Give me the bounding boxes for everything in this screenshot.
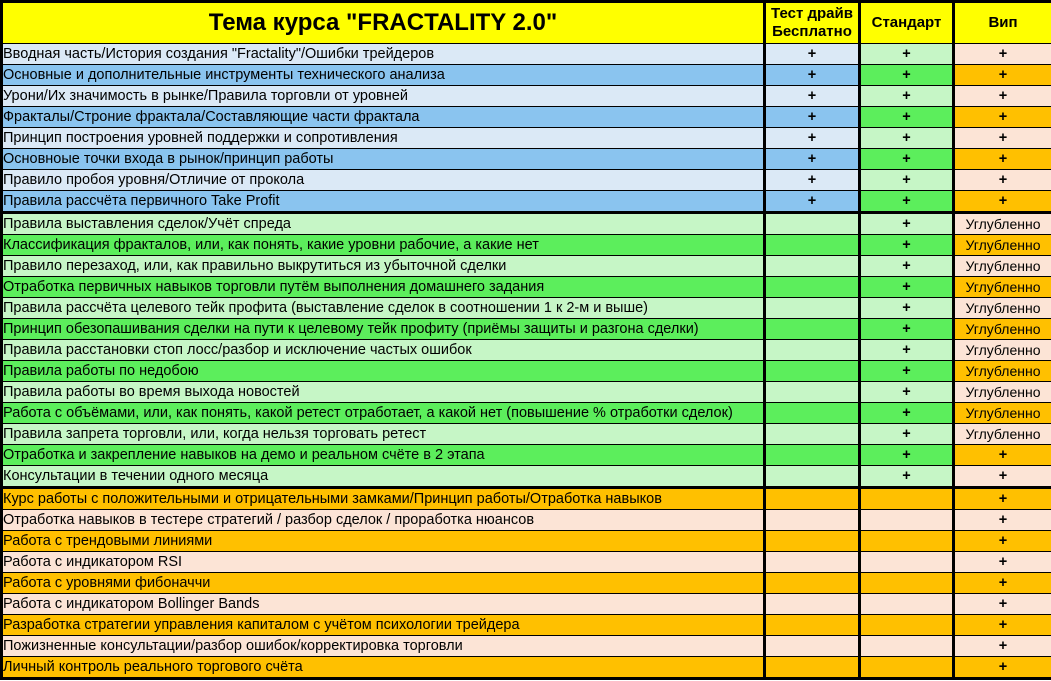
table-row	[2, 488, 1051, 510]
standard-cell: +	[860, 424, 954, 445]
topic-cell: Принцип обезопашивания сделки на пути к целевому тейк профиту (приёмы защиты и разгона сделки)	[2, 319, 765, 340]
vip-cell: +	[954, 65, 1051, 86]
topic-cell: Работа с объёмами, или, как понять, какой ретест отработает, а какой нет (повышение % отработки сделок)	[2, 403, 765, 424]
vip-cell: +	[954, 170, 1051, 191]
testdrive-cell	[765, 488, 860, 510]
standard-cell: +	[860, 466, 954, 488]
topic-cell: Консультации в течении одного месяца	[2, 466, 765, 488]
testdrive-cell: +	[765, 191, 860, 213]
table-row	[2, 403, 1051, 424]
topic-cell: Фракталы/Строние фрактала/Составляющие части фрактала	[2, 107, 765, 128]
testdrive-cell: +	[765, 149, 860, 170]
topic-cell: Основноые точки входа в рынок/принцип работы	[2, 149, 765, 170]
standard-cell: +	[860, 340, 954, 361]
table-row	[2, 340, 1051, 361]
standard-cell: +	[860, 361, 954, 382]
standard-cell: +	[860, 65, 954, 86]
vip-cell: +	[954, 149, 1051, 170]
topic-cell: Работа с уровнями фибоначчи	[2, 573, 765, 594]
table-row	[2, 65, 1051, 86]
vip-cell: Углубленно	[954, 298, 1051, 319]
topic-cell: Правила рассчёта первичного Take Profit	[2, 191, 765, 213]
standard-cell: +	[860, 277, 954, 298]
testdrive-cell	[765, 573, 860, 594]
testdrive-label-line2: Бесплатно	[772, 23, 852, 40]
table-row	[2, 107, 1051, 128]
testdrive-cell	[765, 466, 860, 488]
standard-cell: +	[860, 382, 954, 403]
vip-cell: +	[954, 191, 1051, 213]
topic-cell: Личный контроль реального торгового счёта	[2, 657, 765, 679]
table-row	[2, 256, 1051, 277]
testdrive-cell	[765, 235, 860, 256]
standard-cell	[860, 531, 954, 552]
vip-cell: Углубленно	[954, 361, 1051, 382]
topic-cell: Правила расстановки стоп лосс/разбор и исключение частых ошибок	[2, 340, 765, 361]
standard-cell: +	[860, 235, 954, 256]
testdrive-cell	[765, 319, 860, 340]
testdrive-cell	[765, 361, 860, 382]
vip-cell: Углубленно	[954, 277, 1051, 298]
table-row	[2, 235, 1051, 256]
table-row	[2, 170, 1051, 191]
topic-cell: Курс работы с положительными и отрицательными замками/Принцип работы/Отработка навыков	[2, 488, 765, 510]
vip-cell: +	[954, 107, 1051, 128]
standard-cell	[860, 510, 954, 531]
vip-cell: +	[954, 531, 1051, 552]
table-row	[2, 213, 1051, 235]
testdrive-cell	[765, 298, 860, 319]
topic-cell: Вводная часть/История создания "Fractality"/Ошибки трейдеров	[2, 44, 765, 65]
vip-cell: Углубленно	[954, 256, 1051, 277]
table-row	[2, 636, 1051, 657]
standard-cell	[860, 594, 954, 615]
table-row	[2, 615, 1051, 636]
topic-cell: Правило пробоя уровня/Отличие от прокола	[2, 170, 765, 191]
table-row	[2, 552, 1051, 573]
vip-cell: +	[954, 636, 1051, 657]
topic-cell: Правило перезаход, или, как правильно выкрутиться из убыточной сделки	[2, 256, 765, 277]
table-row	[2, 191, 1051, 213]
page-title: Тема курса "FRACTALITY 2.0"	[2, 2, 765, 44]
column-header-standard: Стандарт	[860, 2, 954, 44]
testdrive-cell	[765, 277, 860, 298]
vip-cell: +	[954, 44, 1051, 65]
vip-cell: +	[954, 86, 1051, 107]
testdrive-cell: +	[765, 44, 860, 65]
table-row	[2, 466, 1051, 488]
vip-cell: Углубленно	[954, 213, 1051, 235]
table-row	[2, 149, 1051, 170]
testdrive-cell: +	[765, 107, 860, 128]
vip-cell: Углубленно	[954, 340, 1051, 361]
vip-cell: +	[954, 510, 1051, 531]
standard-cell: +	[860, 149, 954, 170]
standard-cell: +	[860, 191, 954, 213]
standard-cell	[860, 488, 954, 510]
testdrive-cell	[765, 510, 860, 531]
table-row	[2, 445, 1051, 466]
testdrive-cell: +	[765, 86, 860, 107]
standard-cell	[860, 573, 954, 594]
table-row	[2, 424, 1051, 445]
topic-cell: Пожизненные консультации/разбор ошибок/корректировка торговли	[2, 636, 765, 657]
table-row	[2, 277, 1051, 298]
standard-cell	[860, 552, 954, 573]
topic-cell: Работа с индикатором RSI	[2, 552, 765, 573]
table-row	[2, 510, 1051, 531]
vip-cell: +	[954, 657, 1051, 679]
standard-cell	[860, 615, 954, 636]
table-row	[2, 44, 1051, 65]
topic-cell: Основные и дополнительные инструменты технического анализа	[2, 65, 765, 86]
standard-cell	[860, 636, 954, 657]
standard-cell: +	[860, 445, 954, 466]
testdrive-label-line1: Тест драйв	[771, 5, 853, 22]
topic-cell: Правила рассчёта целевого тейк профита (выставление сделок в соотношении 1 к 2-м и выше)	[2, 298, 765, 319]
standard-cell: +	[860, 107, 954, 128]
vip-cell: Углубленно	[954, 382, 1051, 403]
standard-cell: +	[860, 213, 954, 235]
standard-cell: +	[860, 86, 954, 107]
table-row	[2, 594, 1051, 615]
testdrive-cell	[765, 594, 860, 615]
testdrive-cell	[765, 636, 860, 657]
vip-cell: +	[954, 552, 1051, 573]
testdrive-cell	[765, 382, 860, 403]
topic-cell: Отработка навыков в тестере стратегий / разбор сделок / проработка нюансов	[2, 510, 765, 531]
topic-cell: Правила работы во время выхода новостей	[2, 382, 765, 403]
standard-cell: +	[860, 128, 954, 149]
standard-cell: +	[860, 44, 954, 65]
testdrive-cell: +	[765, 128, 860, 149]
topic-cell: Правила запрета торговли, или, когда нельзя торговать ретест	[2, 424, 765, 445]
topic-cell: Правила работы по недобою	[2, 361, 765, 382]
standard-cell: +	[860, 403, 954, 424]
table-row	[2, 573, 1051, 594]
course-table-body	[2, 44, 1051, 679]
testdrive-cell	[765, 657, 860, 679]
table-row	[2, 382, 1051, 403]
testdrive-cell	[765, 213, 860, 235]
standard-cell: +	[860, 298, 954, 319]
testdrive-cell	[765, 424, 860, 445]
vip-cell: +	[954, 128, 1051, 149]
topic-cell: Отработка и закрепление навыков на демо и реальном счёте в 2 этапа	[2, 445, 765, 466]
column-header-vip: Вип	[954, 2, 1051, 44]
standard-cell: +	[860, 256, 954, 277]
vip-cell: Углубленно	[954, 424, 1051, 445]
table-row	[2, 531, 1051, 552]
topic-cell: Принцип построения уровней поддержки и сопротивления	[2, 128, 765, 149]
vip-cell: +	[954, 466, 1051, 488]
testdrive-cell	[765, 615, 860, 636]
vip-cell: +	[954, 445, 1051, 466]
testdrive-cell	[765, 340, 860, 361]
table-row	[2, 319, 1051, 340]
testdrive-cell	[765, 531, 860, 552]
topic-cell: Работа с индикатором Bollinger Bands	[2, 594, 765, 615]
topic-cell: Отработка первичных навыков торговли путём выполнения домашнего задания	[2, 277, 765, 298]
table-row	[2, 86, 1051, 107]
vip-cell: Углубленно	[954, 235, 1051, 256]
standard-cell	[860, 657, 954, 679]
testdrive-cell	[765, 445, 860, 466]
topic-cell: Работа с трендовыми линиями	[2, 531, 765, 552]
topic-cell: Урони/Их значимость в рынке/Правила торговли от уровней	[2, 86, 765, 107]
header-row	[2, 2, 1051, 44]
vip-cell: +	[954, 594, 1051, 615]
table-row	[2, 361, 1051, 382]
vip-cell: +	[954, 488, 1051, 510]
standard-cell: +	[860, 319, 954, 340]
topic-cell: Классификация фракталов, или, как понять, какие уровни рабочие, а какие нет	[2, 235, 765, 256]
vip-cell: Углубленно	[954, 403, 1051, 424]
testdrive-cell: +	[765, 65, 860, 86]
testdrive-cell	[765, 552, 860, 573]
testdrive-cell	[765, 256, 860, 277]
topic-cell: Разработка стратегии управления капиталом с учётом психологии трейдера	[2, 615, 765, 636]
topic-cell: Правила выставления сделок/Учёт спреда	[2, 213, 765, 235]
standard-cell: +	[860, 170, 954, 191]
vip-cell: +	[954, 573, 1051, 594]
vip-cell: Углубленно	[954, 319, 1051, 340]
column-header-testdrive	[765, 2, 860, 44]
table-row	[2, 128, 1051, 149]
table-row	[2, 298, 1051, 319]
vip-cell: +	[954, 615, 1051, 636]
testdrive-cell: +	[765, 170, 860, 191]
testdrive-cell	[765, 403, 860, 424]
table-row	[2, 657, 1051, 679]
